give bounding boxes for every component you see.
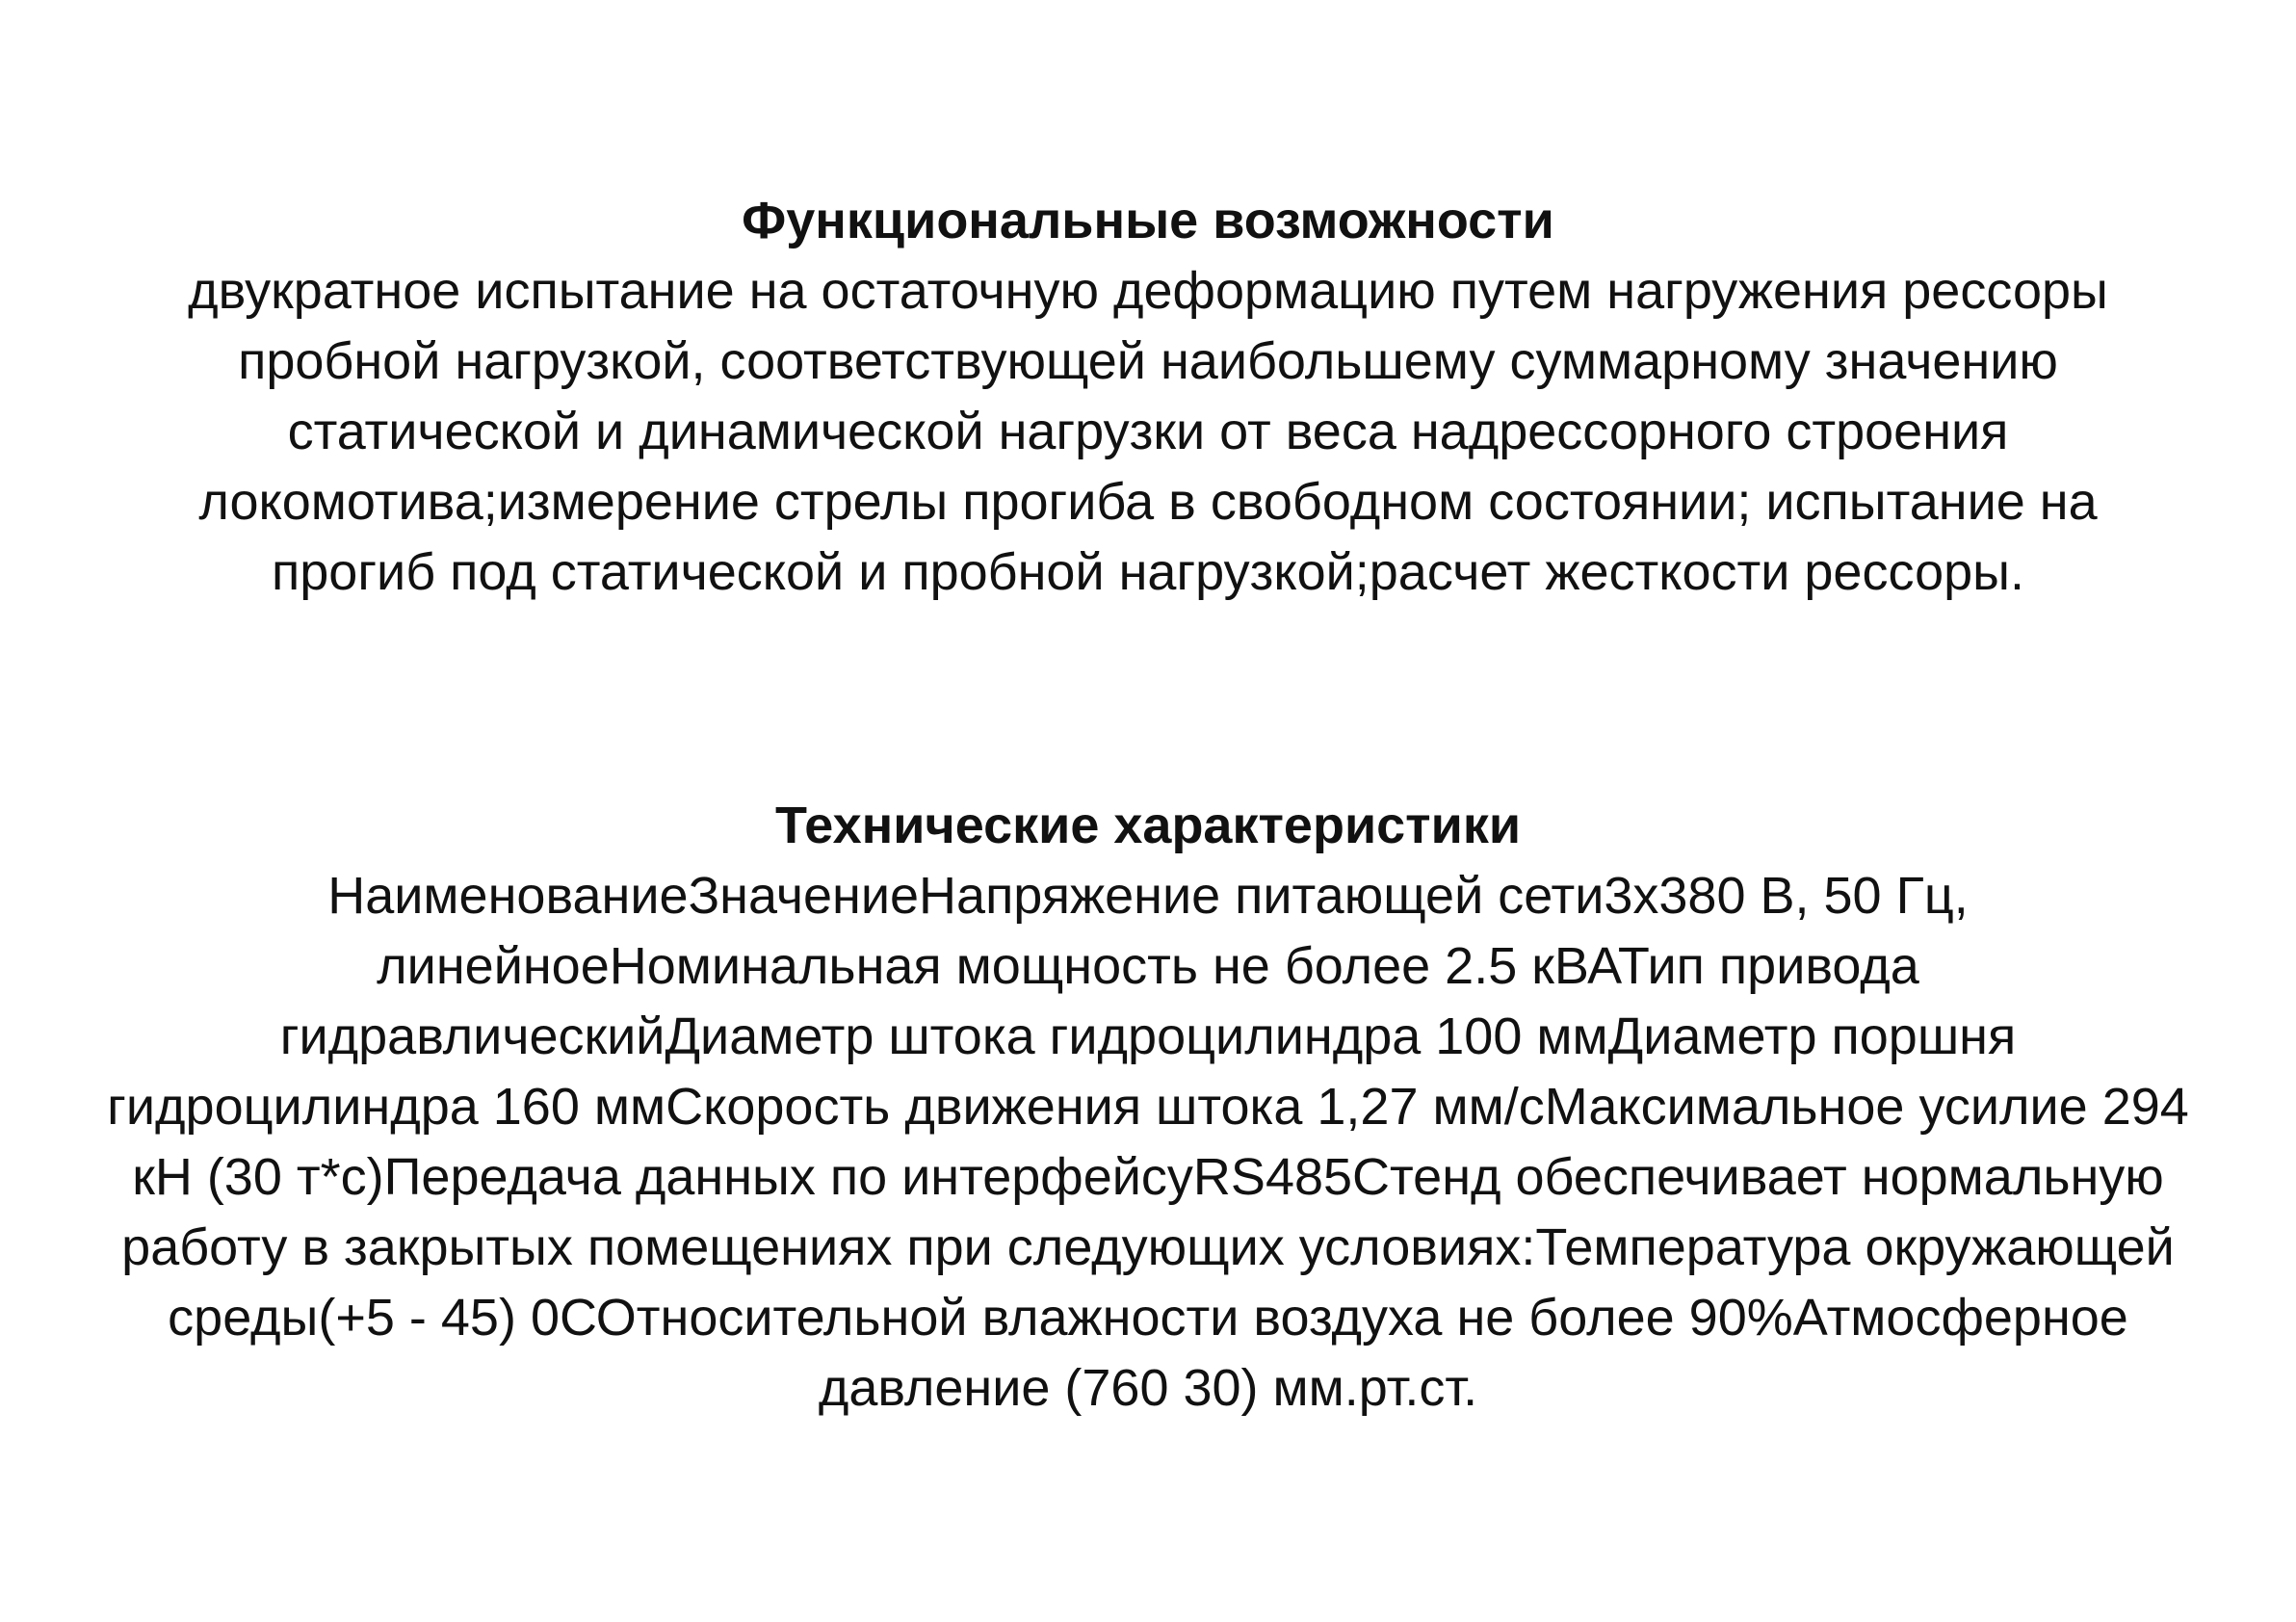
functional-section — [96, 185, 2200, 608]
functional-description: двукратное испытание на остаточную деформацию путем нагружения рессоры пробной нагрузкой, соответствующей наибольшему суммарному значению статической и динамической нагрузки от веса надрессорного строения локомотива;измерение стрелы прогиба в свободном состоянии; испытание на прогиб под статической и пробной нагрузкой;расчет жесткости рессоры. — [188, 262, 2108, 601]
technical-heading: Технические характеристики — [774, 797, 1522, 854]
functional-heading: Функциональные возможности — [742, 192, 1554, 249]
technical-section — [96, 790, 2200, 1424]
technical-specs-text: НаименованиеЗначениеНапряжение питающей сети3х380 В, 50 Гц, линейноеНоминальная мощность не более 2.5 кВАТип привода гидравлическийДиаметр штока гидроцилиндра 100 ммДиаметр поршня гидроцилиндра 160 ммСкорость движения штока 1,27 мм/сМаксимальное усилие 294 кН (30 т*с)Передача данных по интерфейсуRS485Стенд обеспечивает нормальную работу в закрытых помещениях при следующих условиях:Температура окружающей среды(+5 - 45) 0СОтносительной влажности воздуха не более 90%Атмосферное давление (760 30) мм.рт.ст. — [107, 867, 2189, 1417]
